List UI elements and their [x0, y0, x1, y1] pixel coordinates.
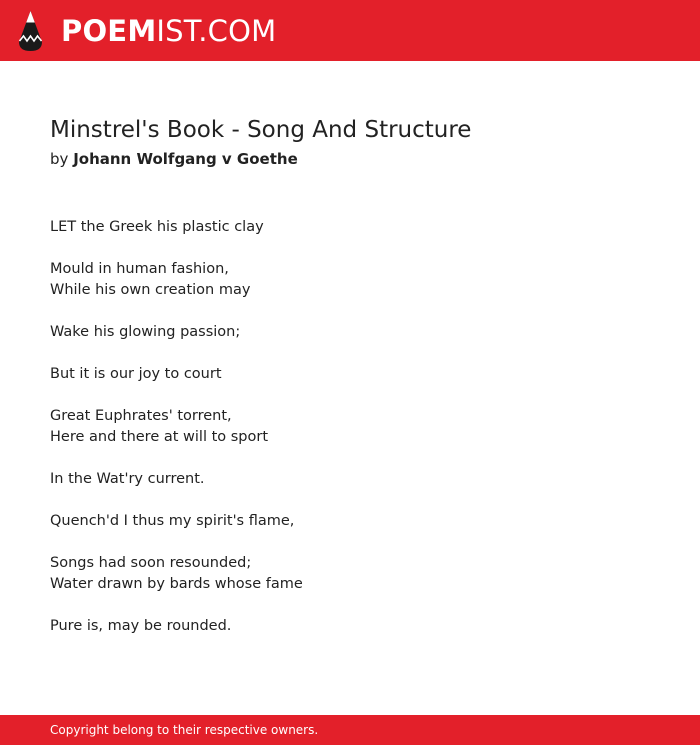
poem-stanza — [50, 259, 650, 301]
poem-stanza — [50, 322, 650, 343]
poem-line: Great Euphrates' torrent, — [50, 408, 232, 424]
poem-line: While his own creation may — [50, 282, 251, 298]
site-footer — [0, 715, 700, 745]
poem-stanza — [50, 217, 650, 238]
poem-line: Here and there at will to sport — [50, 429, 269, 445]
poem-stanza — [50, 469, 650, 490]
poem-stanza — [50, 406, 650, 448]
poem-stanza — [50, 553, 650, 595]
site-header — [0, 0, 700, 61]
poem-content — [50, 113, 650, 658]
poem-line: In the Wat'ry current. — [50, 471, 205, 487]
poem-line: But it is our joy to court — [50, 366, 222, 382]
poem-author[interactable]: Johann Wolfgang v Goethe — [73, 150, 298, 168]
by-label: by — [50, 150, 69, 168]
poem-line: Quench'd I thus my spirit's flame, — [50, 513, 295, 529]
logo-text-light: IST.COM — [156, 14, 277, 48]
logo-text-strong: POEM — [61, 14, 157, 48]
poem-stanza — [50, 364, 650, 385]
poem-stanza — [50, 511, 650, 532]
poem-body — [50, 217, 650, 637]
site-logo-text — [61, 10, 276, 52]
footer-copyright: Copyright belong to their respective owners. — [50, 723, 319, 737]
poem-line: Wake his glowing passion; — [50, 324, 241, 340]
poem-line: Water drawn by bards whose fame — [50, 576, 303, 592]
poem-line: Pure is, may be rounded. — [50, 618, 232, 634]
poem-stanza — [50, 616, 650, 637]
poem-byline — [50, 147, 650, 171]
pencil-tip-icon — [17, 10, 44, 52]
site-logo[interactable] — [17, 10, 276, 52]
poem-line: LET the Greek his plastic clay — [50, 219, 264, 235]
poem-line: Songs had soon resounded; — [50, 555, 252, 571]
poem-line: Mould in human fashion, — [50, 261, 229, 277]
poem-title: Minstrel's Book - Song And Structure — [50, 117, 472, 143]
